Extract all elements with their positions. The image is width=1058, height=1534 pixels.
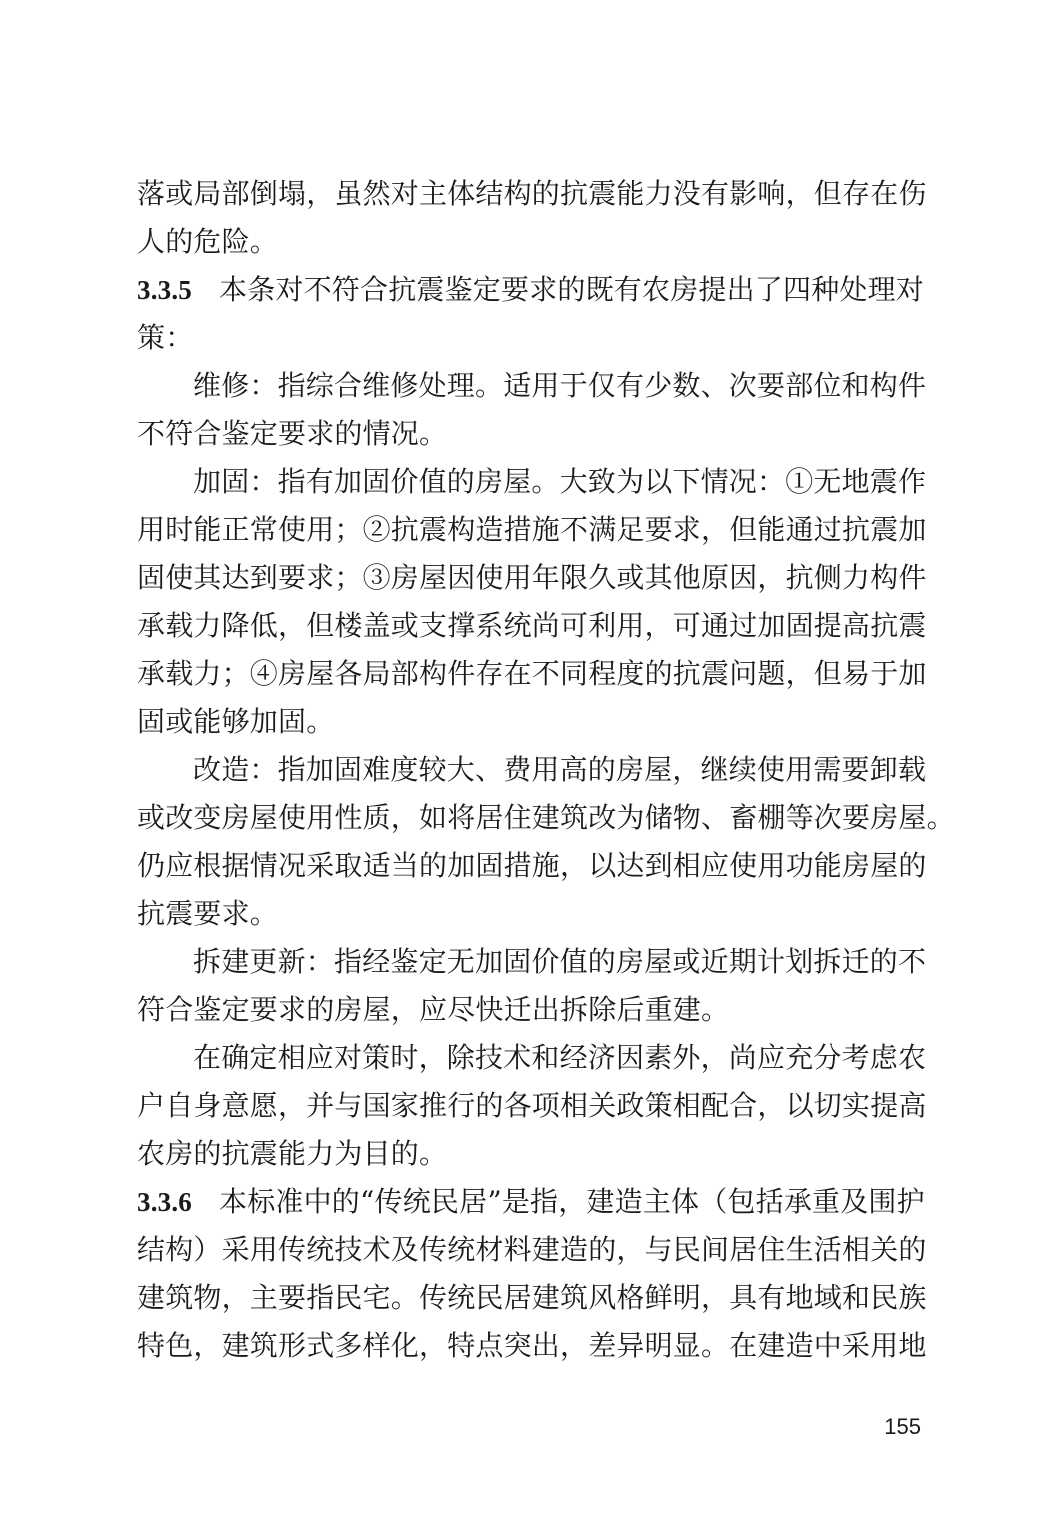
text-line: 加固：指有加固价值的房屋。大致为以下情况：①无地震作 [193, 465, 927, 498]
text-line: 拆建更新：指经鉴定无加固价值的房屋或近期计划拆迁的不 [193, 945, 927, 978]
text-line: 落或局部倒塌，虽然对主体结构的抗震能力没有影响，但存在伤 [137, 177, 927, 210]
text-line: 符合鉴定要求的房屋，应尽快迁出拆除后重建。 [137, 993, 730, 1026]
text-line: 人的危险。 [137, 225, 279, 258]
text-line: 承载力；④房屋各局部构件存在不同程度的抗震问题，但易于加 [137, 657, 927, 690]
text-line: 结构）采用传统技术及传统材料建造的，与民间居住生活相关的 [137, 1233, 927, 1266]
section-heading-line [137, 1178, 925, 1226]
text-line: 承载力降低，但楼盖或支撑系统尚可利用，可通过加固提高抗震 [137, 609, 927, 642]
page-number: 155 [884, 1414, 921, 1439]
section-number: 3.3.5 [137, 275, 192, 305]
text-line: 策： [137, 321, 194, 354]
section-number: 3.3.6 [137, 1187, 192, 1217]
text-line: 农房的抗震能力为目的。 [137, 1137, 448, 1170]
section-heading-line [137, 266, 925, 314]
text-line: 用时能正常使用；②抗震构造措施不满足要求，但能通过抗震加 [137, 513, 927, 546]
text-line: 抗震要求。 [137, 897, 279, 930]
text-line: 维修：指综合维修处理。适用于仅有少数、次要部位和构件 [193, 369, 927, 402]
text-line: 不符合鉴定要求的情况。 [137, 417, 448, 450]
text-line: 本标准中的“传统民居”是指，建造主体（包括承重及围护 [219, 1185, 925, 1218]
text-line: 建筑物，主要指民宅。传统民居建筑风格鲜明，具有地域和民族 [137, 1281, 927, 1314]
text-line: 本条对不符合抗震鉴定要求的既有农房提出了四种处理对 [219, 273, 925, 306]
text-line: 户自身意愿，并与国家推行的各项相关政策相配合，以切实提高 [137, 1089, 927, 1122]
body-text [137, 170, 955, 1370]
text-line: 固或能够加固。 [137, 705, 335, 738]
text-line: 改造：指加固难度较大、费用高的房屋，继续使用需要卸载 [193, 753, 927, 786]
text-line: 固使其达到要求；③房屋因使用年限久或其他原因，抗侧力构件 [137, 561, 927, 594]
text-line: 仍应根据情况采取适当的加固措施，以达到相应使用功能房屋的 [137, 849, 927, 882]
text-line: 特色，建筑形式多样化，特点突出，差异明显。在建造中采用地 [137, 1329, 927, 1362]
text-line: 在确定相应对策时，除技术和经济因素外，尚应充分考虑农 [193, 1041, 927, 1074]
text-line: 或改变房屋使用性质，如将居住建筑改为储物、畜棚等次要房屋。 [137, 801, 955, 834]
